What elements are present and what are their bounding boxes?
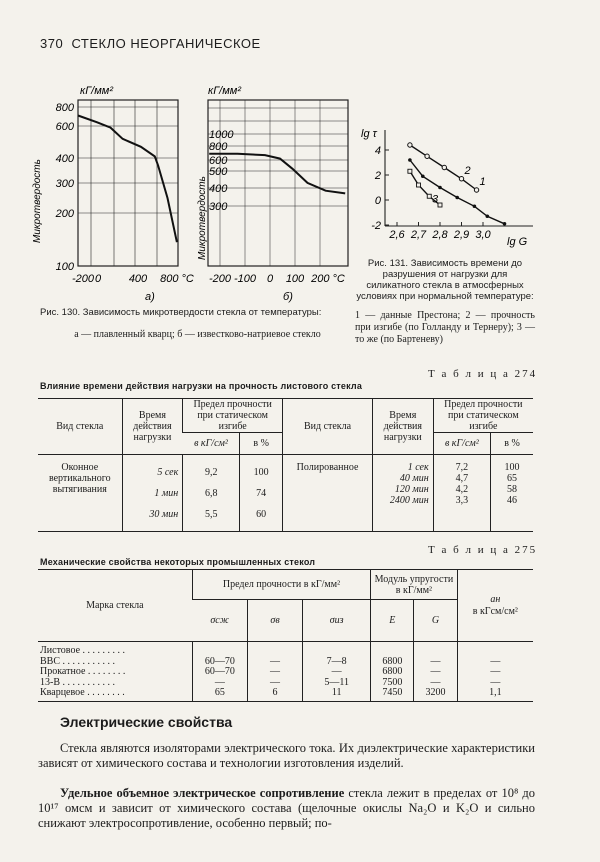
fig131-line-2-point [442, 165, 446, 169]
fig131-xtick: 2,9 [453, 229, 470, 241]
fig130a-curve [78, 116, 177, 243]
t275-cell-name: ВВС . . . . . . . . . . . [40, 655, 116, 667]
t274-left-time: 1 мин [154, 488, 179, 499]
figure-130 [30, 78, 360, 303]
fig130b-ytick: 800 [209, 141, 228, 153]
t275-cell [414, 642, 457, 657]
fig130-sublabel-b: б) [283, 291, 293, 303]
fig131-ytick: 0 [374, 195, 381, 207]
t274-left-glass: Оконное вертикального вытягивания [48, 462, 111, 495]
fig130a-ytick: 800 [55, 102, 74, 114]
t274-right-time: 2400 мин [389, 495, 429, 506]
t274-right-pct: 100 [504, 462, 520, 473]
fig131-xlabel: lg G [507, 236, 528, 248]
fig130-caption-body: а — плавленный кварц; б — известково-натриевое стекло [74, 329, 321, 340]
fig131-line-3-point [438, 203, 442, 207]
t275-cell: 6 [248, 688, 303, 701]
t275-cell: 5—11 [303, 678, 371, 689]
t275-h-E: E [371, 600, 414, 642]
fig130a-xtick: -200 [72, 273, 95, 285]
t275-cell: — [248, 678, 303, 689]
t274-left-pct: 60 [256, 509, 267, 520]
t274-left-time: 30 мин [149, 509, 179, 520]
fig131-xtick: 2,6 [389, 229, 405, 241]
fig131-line-1-point [486, 214, 490, 218]
figure-131 [357, 122, 542, 252]
table275-title: Механические свойства некоторых промышленных стекол [40, 557, 316, 567]
fig130a-xtick: 0 [94, 273, 102, 285]
t275-cell: 65 [192, 688, 247, 701]
fig130b-ytick: 300 [209, 201, 228, 213]
t275-h-s-tens: σв [248, 600, 303, 642]
running-title: СТЕКЛО НЕОРГАНИЧЕСКОЕ [71, 36, 261, 51]
t275-cell: — [414, 667, 457, 678]
fig131-caption-title: Рис. 131. Зависимость времени до разрушения от нагрузки для силикатного стекла в атмосферных условиях при нормальной температуре: [356, 258, 534, 302]
page-number: 370 [40, 36, 64, 51]
fig131-line-1-point [473, 204, 477, 208]
t274-right-kg: 7,2 [455, 462, 469, 473]
fig131-caption-body: 1 — данные Престона; 2 — прочность при изгибе (по Голланду и Тернеру); 3 — то же (по Бартеневу) [355, 310, 535, 345]
fig130a-ytick: 100 [55, 261, 74, 273]
fig131-line-1-point [438, 186, 442, 190]
t274-right-pct: 65 [507, 473, 518, 484]
section-paragraph-1: Стекла являются изоляторами электрического тока. Их диэлектрические характеристики зависят от химического состава и технологии изготовления изделий. [38, 741, 535, 770]
t275-cell-name: 13-В . . . . . . . . . . . [40, 676, 115, 688]
table-row [38, 642, 533, 657]
t274-left-pct: 100 [253, 467, 269, 478]
section-paragraph-2 [38, 786, 535, 831]
fig130a-xtick: 400 [128, 273, 148, 285]
t274-h-glass-right: Вид стекла [283, 399, 373, 455]
fig131-line-1-point [455, 196, 459, 200]
fig130b-curve [209, 154, 345, 194]
t274-h-unit-pct-right: в % [491, 433, 533, 455]
t275-cell [192, 642, 247, 657]
t275-h-impact-symbol: aн [490, 593, 501, 605]
t274-left-kg: 9,2 [204, 467, 218, 478]
fig130-unit-label-a: кГ/мм² [80, 85, 113, 97]
t275-cell: 7450 [371, 688, 414, 701]
t275-cell-name: Прокатное . . . . . . . . [40, 666, 126, 677]
t275-cell: 11 [303, 688, 371, 701]
t275-h-brand: Марка стекла [86, 600, 144, 611]
t274-h-unit-kg-left: в кГ/см² [183, 433, 240, 455]
section-title: Электрические свойства [60, 714, 233, 730]
fig131-curve-label: 3 [432, 193, 439, 206]
fig130b-xtick: 0 [266, 273, 274, 285]
t274-h-strength-left: Предел прочности при статическом изгибе [183, 399, 283, 433]
table-275 [38, 569, 533, 702]
fig130b-xtick: 100 [285, 273, 305, 285]
section-paragraph-2-rest: стекла лежит в пределах от 10⁸ до 10¹⁷ омсм и зависит от химического состава (щелочные окислы Na₂O и K₂O и сильно снижают электросопротивление, особенно первый; по- [38, 786, 535, 830]
table-274 [38, 398, 533, 532]
fig131-curve-label: 1 [479, 176, 486, 188]
t275-cell: — [192, 678, 247, 689]
t274-right-pct: 58 [507, 484, 518, 495]
t274-right-time: 1 сек [407, 462, 429, 473]
t275-cell [371, 642, 414, 657]
fig131-xtick: 2,7 [410, 229, 427, 241]
t275-cell [457, 642, 533, 657]
fig130b-ytick: 1000 [209, 129, 234, 141]
t274-left-kg: 5,5 [204, 509, 218, 520]
fig130a-xtick: 800 °C [160, 273, 194, 285]
fig130b-xtick: -200 [208, 273, 232, 285]
fig131-ytick: 4 [374, 145, 381, 157]
fig131-ylabel: lg τ [361, 128, 377, 140]
fig130b-frame [208, 100, 348, 266]
t275-h-G: G [414, 600, 457, 642]
fig130-caption-title: Рис. 130. Зависимость микротвердости стекла от температуры: [40, 307, 322, 318]
fig130-sublabel-a: а) [145, 291, 155, 303]
fig131-curve-label: 2 [464, 164, 471, 177]
fig131-line-2-point [474, 188, 478, 192]
t274-h-time-left: Время действия нагрузки [122, 399, 183, 455]
t274-h-glass-left: Вид стекла [56, 421, 104, 432]
fig131-line-1-point [503, 222, 507, 226]
fig131-line-1-point [421, 174, 425, 178]
t274-left-kg: 6,8 [204, 488, 218, 499]
t275-cell-name: Листовое . . . . . . . . . [40, 645, 126, 656]
t274-left-pct: 74 [256, 488, 267, 499]
fig130b-ytick: 400 [209, 183, 228, 195]
t275-cell: — [457, 657, 533, 668]
fig130b-ytick: 600 [209, 155, 228, 167]
fig131-xtick: 2,8 [432, 229, 448, 241]
table274-number: Т а б л и ц а 274 [428, 368, 538, 380]
fig130b-ytick: 500 [209, 166, 228, 178]
t275-h-impact-unit: в кГсм/см² [472, 605, 518, 617]
t275-cell [248, 642, 303, 657]
table274-title: Влияние времени действия нагрузки на прочность листового стекла [40, 381, 363, 391]
t275-cell: — [457, 678, 533, 689]
t274-right-kg: 4,2 [455, 484, 469, 495]
section-paragraph-2-bold: Удельное объемное электрическое сопротивление [60, 786, 345, 800]
t275-h-strength: Предел прочности в кГ/мм² [192, 570, 371, 600]
fig130a-ytick: 600 [55, 121, 74, 133]
t275-cell: 7—8 [303, 657, 371, 668]
t275-cell: — [414, 657, 457, 668]
t274-right-kg: 4,7 [455, 473, 469, 484]
t275-cell-name: Кварцевое . . . . . . . . [40, 687, 125, 698]
fig131-line-2-point [459, 177, 463, 181]
table275-number: Т а б л и ц а 275 [428, 544, 538, 556]
fig131-line-3-point [417, 183, 421, 187]
fig131-line-3-point [408, 169, 412, 173]
fig130-ylabel-a: Микротвердость [32, 159, 43, 243]
fig130a-ytick: 400 [55, 153, 74, 165]
fig131-line-3-point [427, 194, 431, 198]
t274-h-unit-pct-left: в % [240, 433, 283, 455]
fig131-line-2-point [425, 154, 429, 158]
t274-h-unit-kg-right: в кГ/см² [433, 433, 490, 455]
t275-cell: 1,1 [457, 688, 533, 701]
table-row [38, 688, 533, 701]
t275-cell: — [303, 667, 371, 678]
t274-h-strength-right: Предел прочности при статическом изгибе [433, 399, 533, 433]
fig131-line-1-point [408, 158, 412, 162]
t274-right-kg: 3,3 [455, 495, 469, 506]
fig130a-ytick: 300 [55, 178, 74, 190]
fig130-chart-b [208, 100, 348, 285]
fig130-chart-a [55, 100, 194, 285]
t275-cell: — [248, 667, 303, 678]
t275-cell [303, 642, 371, 657]
fig131-xtick: 3,0 [475, 229, 491, 241]
t275-cell: 3200 [414, 688, 457, 701]
fig130b-xtick: 200 °C [311, 273, 345, 285]
fig130-unit-label-b: кГ/мм² [208, 85, 241, 97]
fig130a-ytick: 200 [55, 208, 74, 220]
t275-h-s-bend: σиз [303, 600, 371, 642]
fig131-ytick: 2 [374, 170, 381, 182]
fig131-chart [371, 130, 533, 241]
t275-cell: — [457, 667, 533, 678]
fig131-ytick: -2 [371, 220, 381, 232]
t275-cell: 7500 [371, 678, 414, 689]
t274-right-time: 120 мин [394, 484, 429, 495]
t275-cell: — [414, 678, 457, 689]
fig130-ylabel-b: Микротвердость [197, 176, 208, 260]
t274-right-time: 40 мин [399, 473, 429, 484]
t275-cell: 60—70 [192, 657, 247, 668]
t274-h-time-right: Время действия нагрузки [372, 399, 433, 455]
t274-right-pct: 46 [507, 495, 518, 506]
t275-cell: 6800 [371, 667, 414, 678]
fig131-line-2-point [408, 143, 412, 147]
t274-left-time: 5 сек [157, 467, 179, 478]
t275-h-s-comp: σсж [192, 600, 247, 642]
t275-cell: — [248, 657, 303, 668]
t275-h-modulus: Модуль упругости в кГ/мм² [371, 570, 457, 600]
running-header [40, 36, 261, 51]
table-row [38, 667, 533, 678]
t274-right-glass: Полированное [283, 455, 373, 532]
t275-cell: 6800 [371, 657, 414, 668]
fig130b-xtick: -100 [233, 273, 257, 285]
t275-cell: 60—70 [192, 667, 247, 678]
